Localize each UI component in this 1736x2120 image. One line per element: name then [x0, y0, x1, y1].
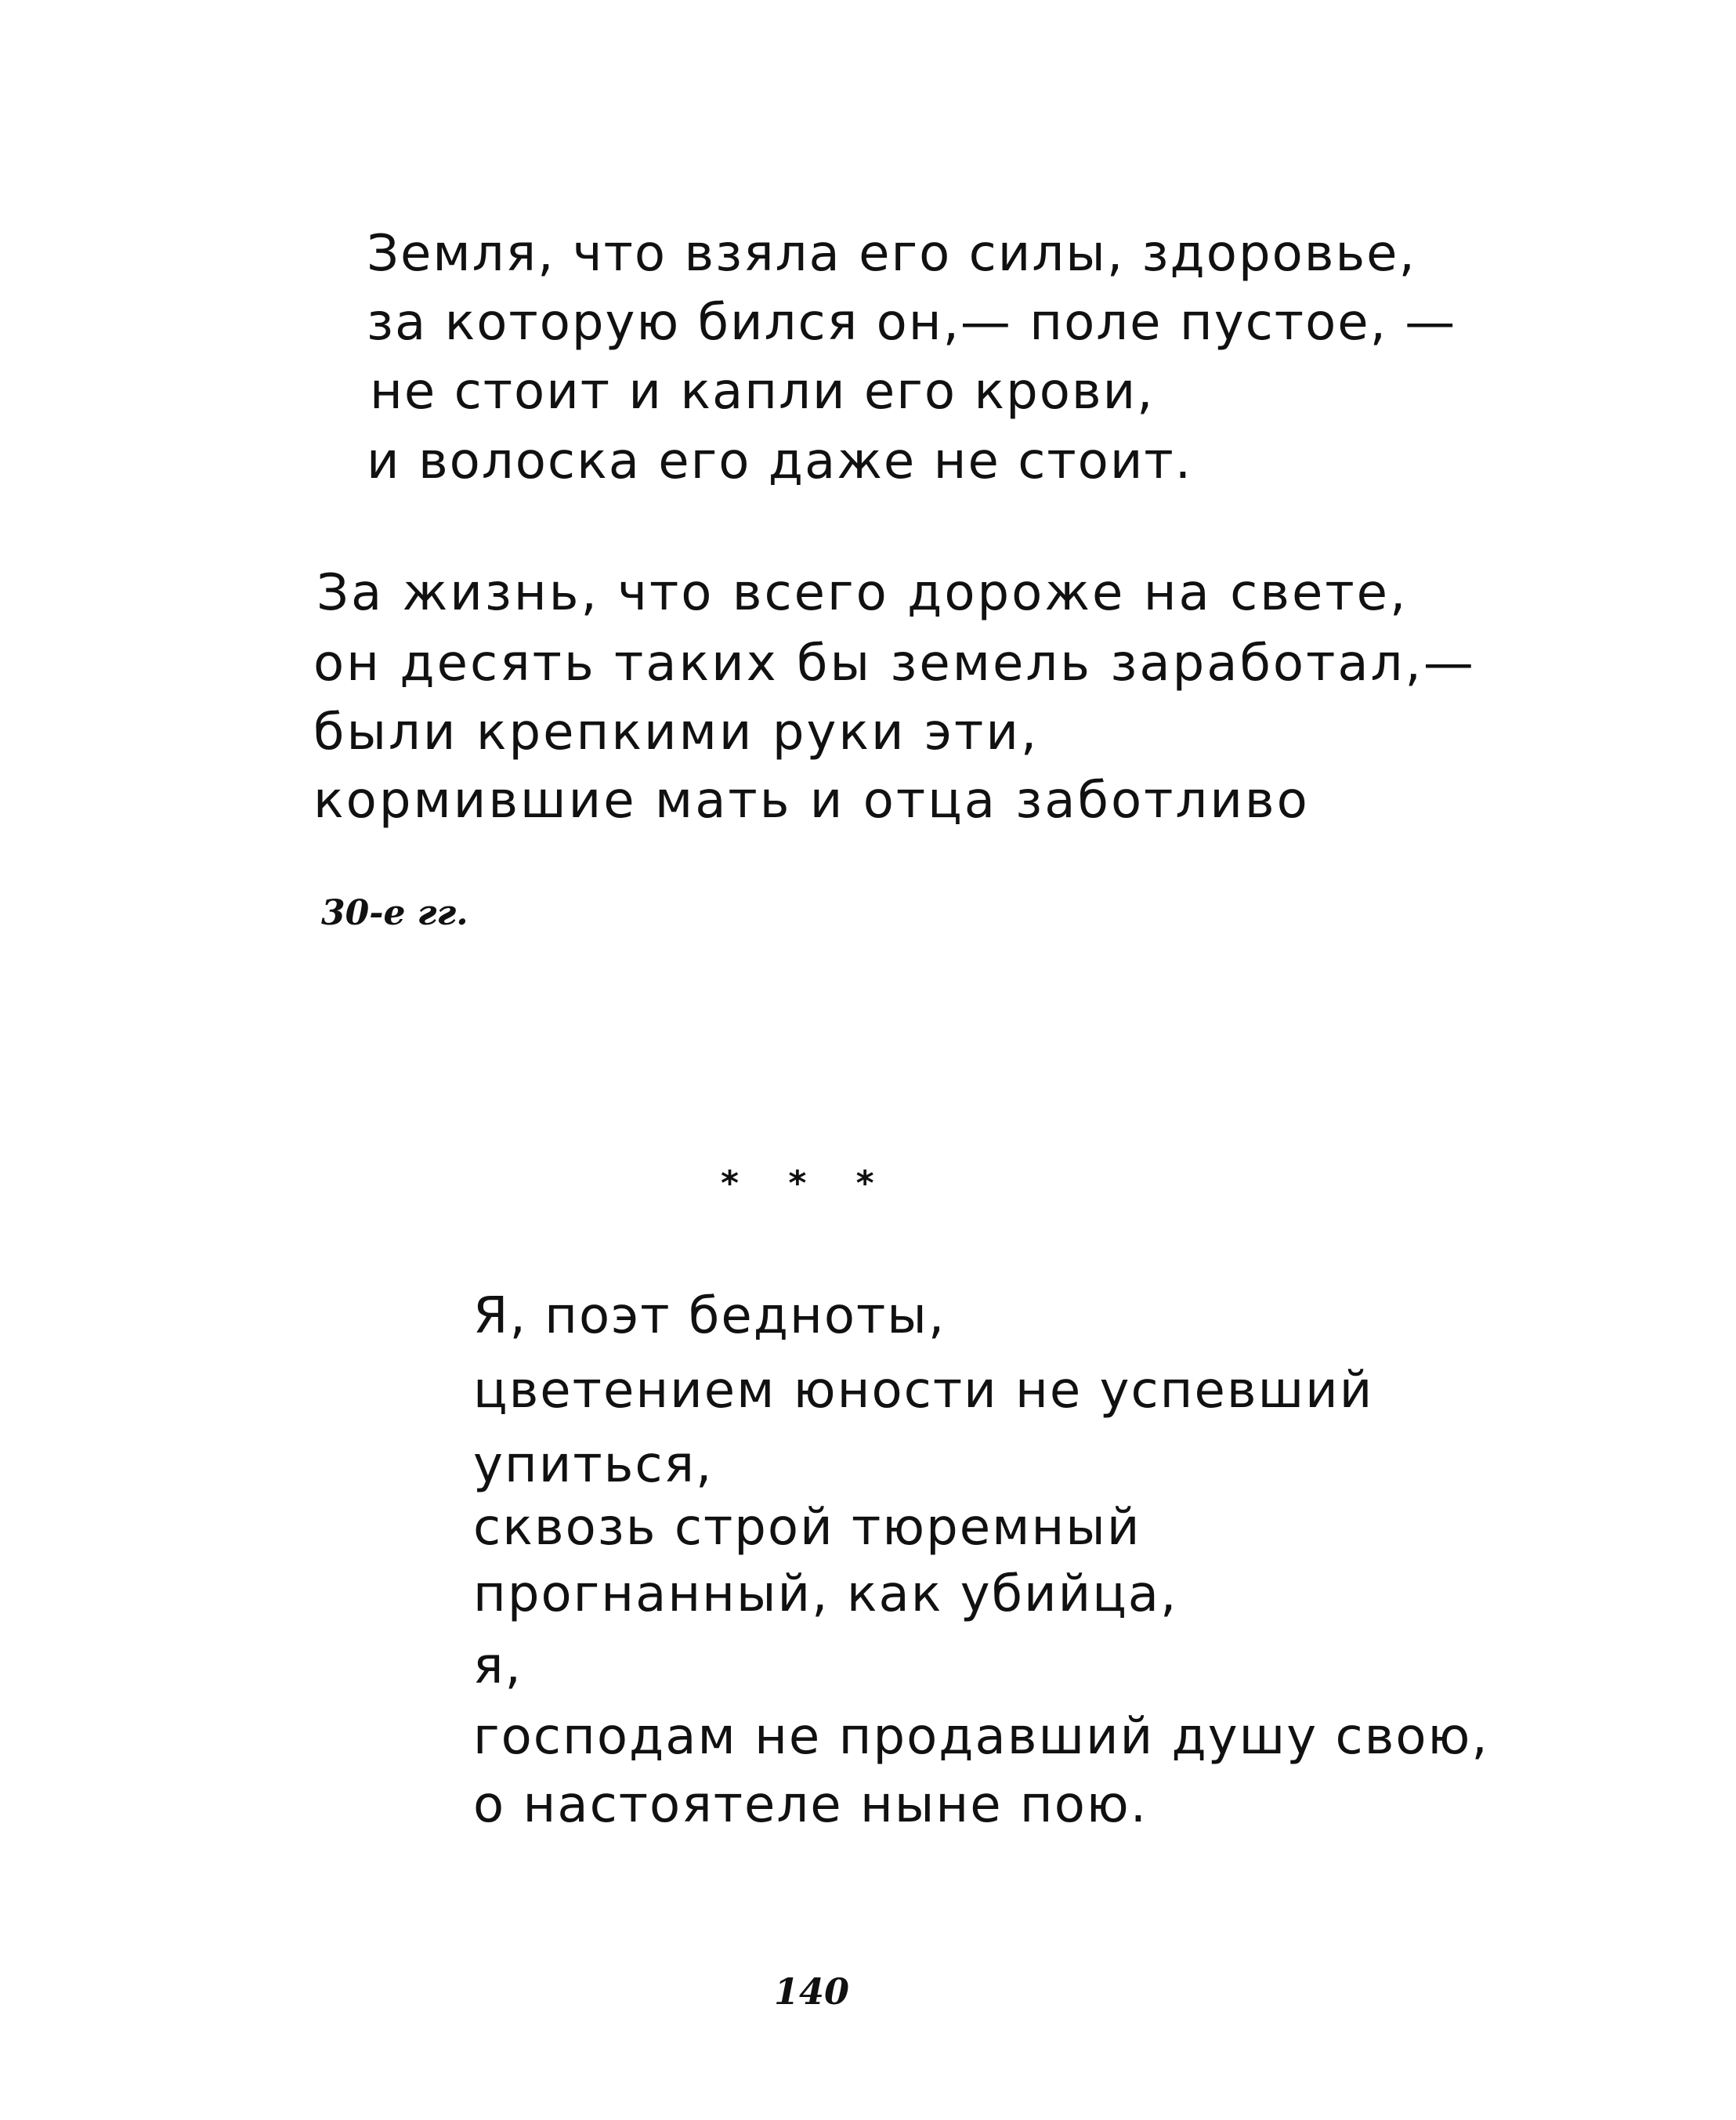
- verse-line: прогнанный, как убийца,: [473, 1565, 1178, 1623]
- verse-line: Земля, что взяла его силы, здоровье,: [367, 225, 1416, 283]
- verse-line: он десять таких бы земель заработал,—: [313, 635, 1476, 693]
- section-separator: * * *: [721, 1163, 893, 1203]
- verse-line: не стоит и капли его крови,: [370, 363, 1155, 421]
- verse-line: за которую бился он,— поле пустое, —: [367, 294, 1457, 352]
- verse-line: о настоятеле ныне пою.: [473, 1776, 1148, 1834]
- page-number: 140: [774, 1970, 850, 2013]
- verse-line: я,: [473, 1637, 523, 1695]
- verse-line: господам не продавший душу свою,: [473, 1708, 1489, 1766]
- poem-date: 30-е гг.: [321, 893, 468, 933]
- verse-line: упиться,: [473, 1436, 714, 1494]
- verse-line: За жизнь, что всего дороже на свете,: [316, 564, 1409, 622]
- verse-line: и волоска его даже не стоит.: [367, 432, 1193, 490]
- verse-line: кормившие мать и отца заботливо: [313, 772, 1310, 830]
- verse-line: были крепкими руки эти,: [313, 704, 1040, 762]
- verse-line: Я, поэт бедноты,: [473, 1287, 946, 1345]
- verse-line: цветением юности не успевший: [473, 1362, 1374, 1420]
- verse-line: сквозь строй тюремный: [473, 1499, 1141, 1557]
